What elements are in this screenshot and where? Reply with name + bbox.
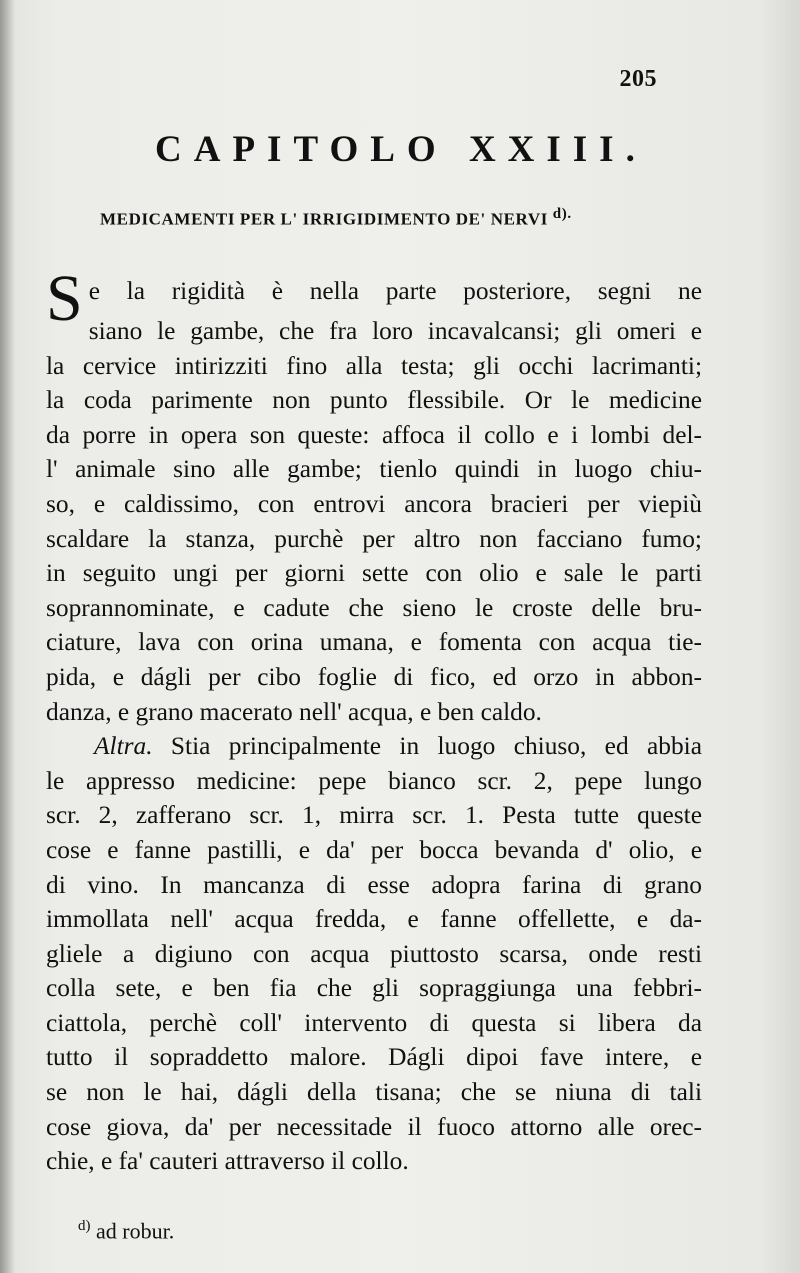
text-line: di vino. In mancanza di esse adopra farina di grano <box>46 870 702 899</box>
text-line: danza, e grano macerato nell' acqua, e ben caldo. <box>46 697 542 726</box>
chapter-title: CAPITOLO XXIII. <box>155 129 647 170</box>
gutter-shadow <box>0 0 14 1273</box>
text-line: scr. 2, zafferano scr. 1, mirra scr. 1. Pesta tutte queste <box>46 801 702 830</box>
text-line: e la rigidità è nella parte posteriore, segni ne <box>88 277 702 305</box>
text-line: la cervice intirizziti fino alla testa; gli occhi lacrimanti; <box>46 351 702 380</box>
drop-cap: S <box>46 262 83 335</box>
text-line: soprannominate, e cadute che sieno le croste delle bru- <box>46 593 702 622</box>
footnote-text: ad robur. <box>96 1218 175 1244</box>
text-line: tutto il sopraddetto malore. Dágli dipoi fave intere, e <box>46 1043 702 1072</box>
text-line: l' animale sino alle gambe; tienlo quindi in luogo chiu- <box>46 455 702 484</box>
subtitle-text: MEDICAMENTI PER L' IRRIGIDIMENTO DE' NERVI <box>100 209 548 229</box>
text-line: le appresso medicine: pepe bianco scr. 2, pepe lungo <box>46 766 702 795</box>
text-line: se non le hai, dágli della tisana; che se niuna di tali <box>46 1078 702 1107</box>
text-line: immollata nell' acqua fredda, e fanne offellette, e da- <box>46 905 702 934</box>
lead-line-rest: Stia principalmente in luogo chiuso, ed abbia <box>170 732 702 761</box>
text-line: siano le gambe, che fra loro incavalcansi; gli omeri e <box>88 317 702 345</box>
paragraph-1 <box>46 262 702 729</box>
text-line: ciattola, perchè coll' intervento di questa si libera da <box>46 1008 702 1037</box>
footnote <box>78 1218 174 1244</box>
text-line: gliele a digiuno con acqua piuttosto scarsa, onde resti <box>46 939 702 968</box>
text-line: ciature, lava con orina umana, e fomenta con acqua tie- <box>46 628 702 657</box>
text-line: pida, e dágli per cibo foglie di fico, ed orzo in abbon- <box>46 662 702 691</box>
text-line: colla sete, e ben fia che gli sopraggiunga una febbri- <box>46 974 702 1003</box>
text-line: cose giova, da' per necessitade il fuoco attorno alle orec- <box>46 1112 702 1141</box>
subtitle-footnote-mark: d). <box>552 206 572 222</box>
paragraph-2 <box>46 729 702 1179</box>
text-line: so, e caldissimo, con entrovi ancora bracieri per viepiù <box>46 489 702 518</box>
body-text <box>46 262 702 1179</box>
text-line: cose e fanne pastilli, e da' per bocca bevanda d' olio, e <box>46 835 702 864</box>
footnote-mark: d) <box>78 1218 91 1234</box>
text-line: chie, e fa' cauteri attraverso il collo. <box>46 1147 409 1176</box>
text-line <box>46 729 702 764</box>
lead-word: Altra. <box>94 732 153 761</box>
page-number: 205 <box>619 66 657 92</box>
text-line: da porre in opera son queste: affoca il collo e i lombi del- <box>46 420 702 449</box>
text-line: scaldare la stanza, purchè per altro non facciano fumo; <box>46 524 702 553</box>
text-line: in seguito ungi per giorni sette con olio e sale le parti <box>46 559 702 588</box>
chapter-subtitle <box>100 206 572 230</box>
text-line: la coda parimente non punto flessibile. Or le medicine <box>46 386 702 415</box>
